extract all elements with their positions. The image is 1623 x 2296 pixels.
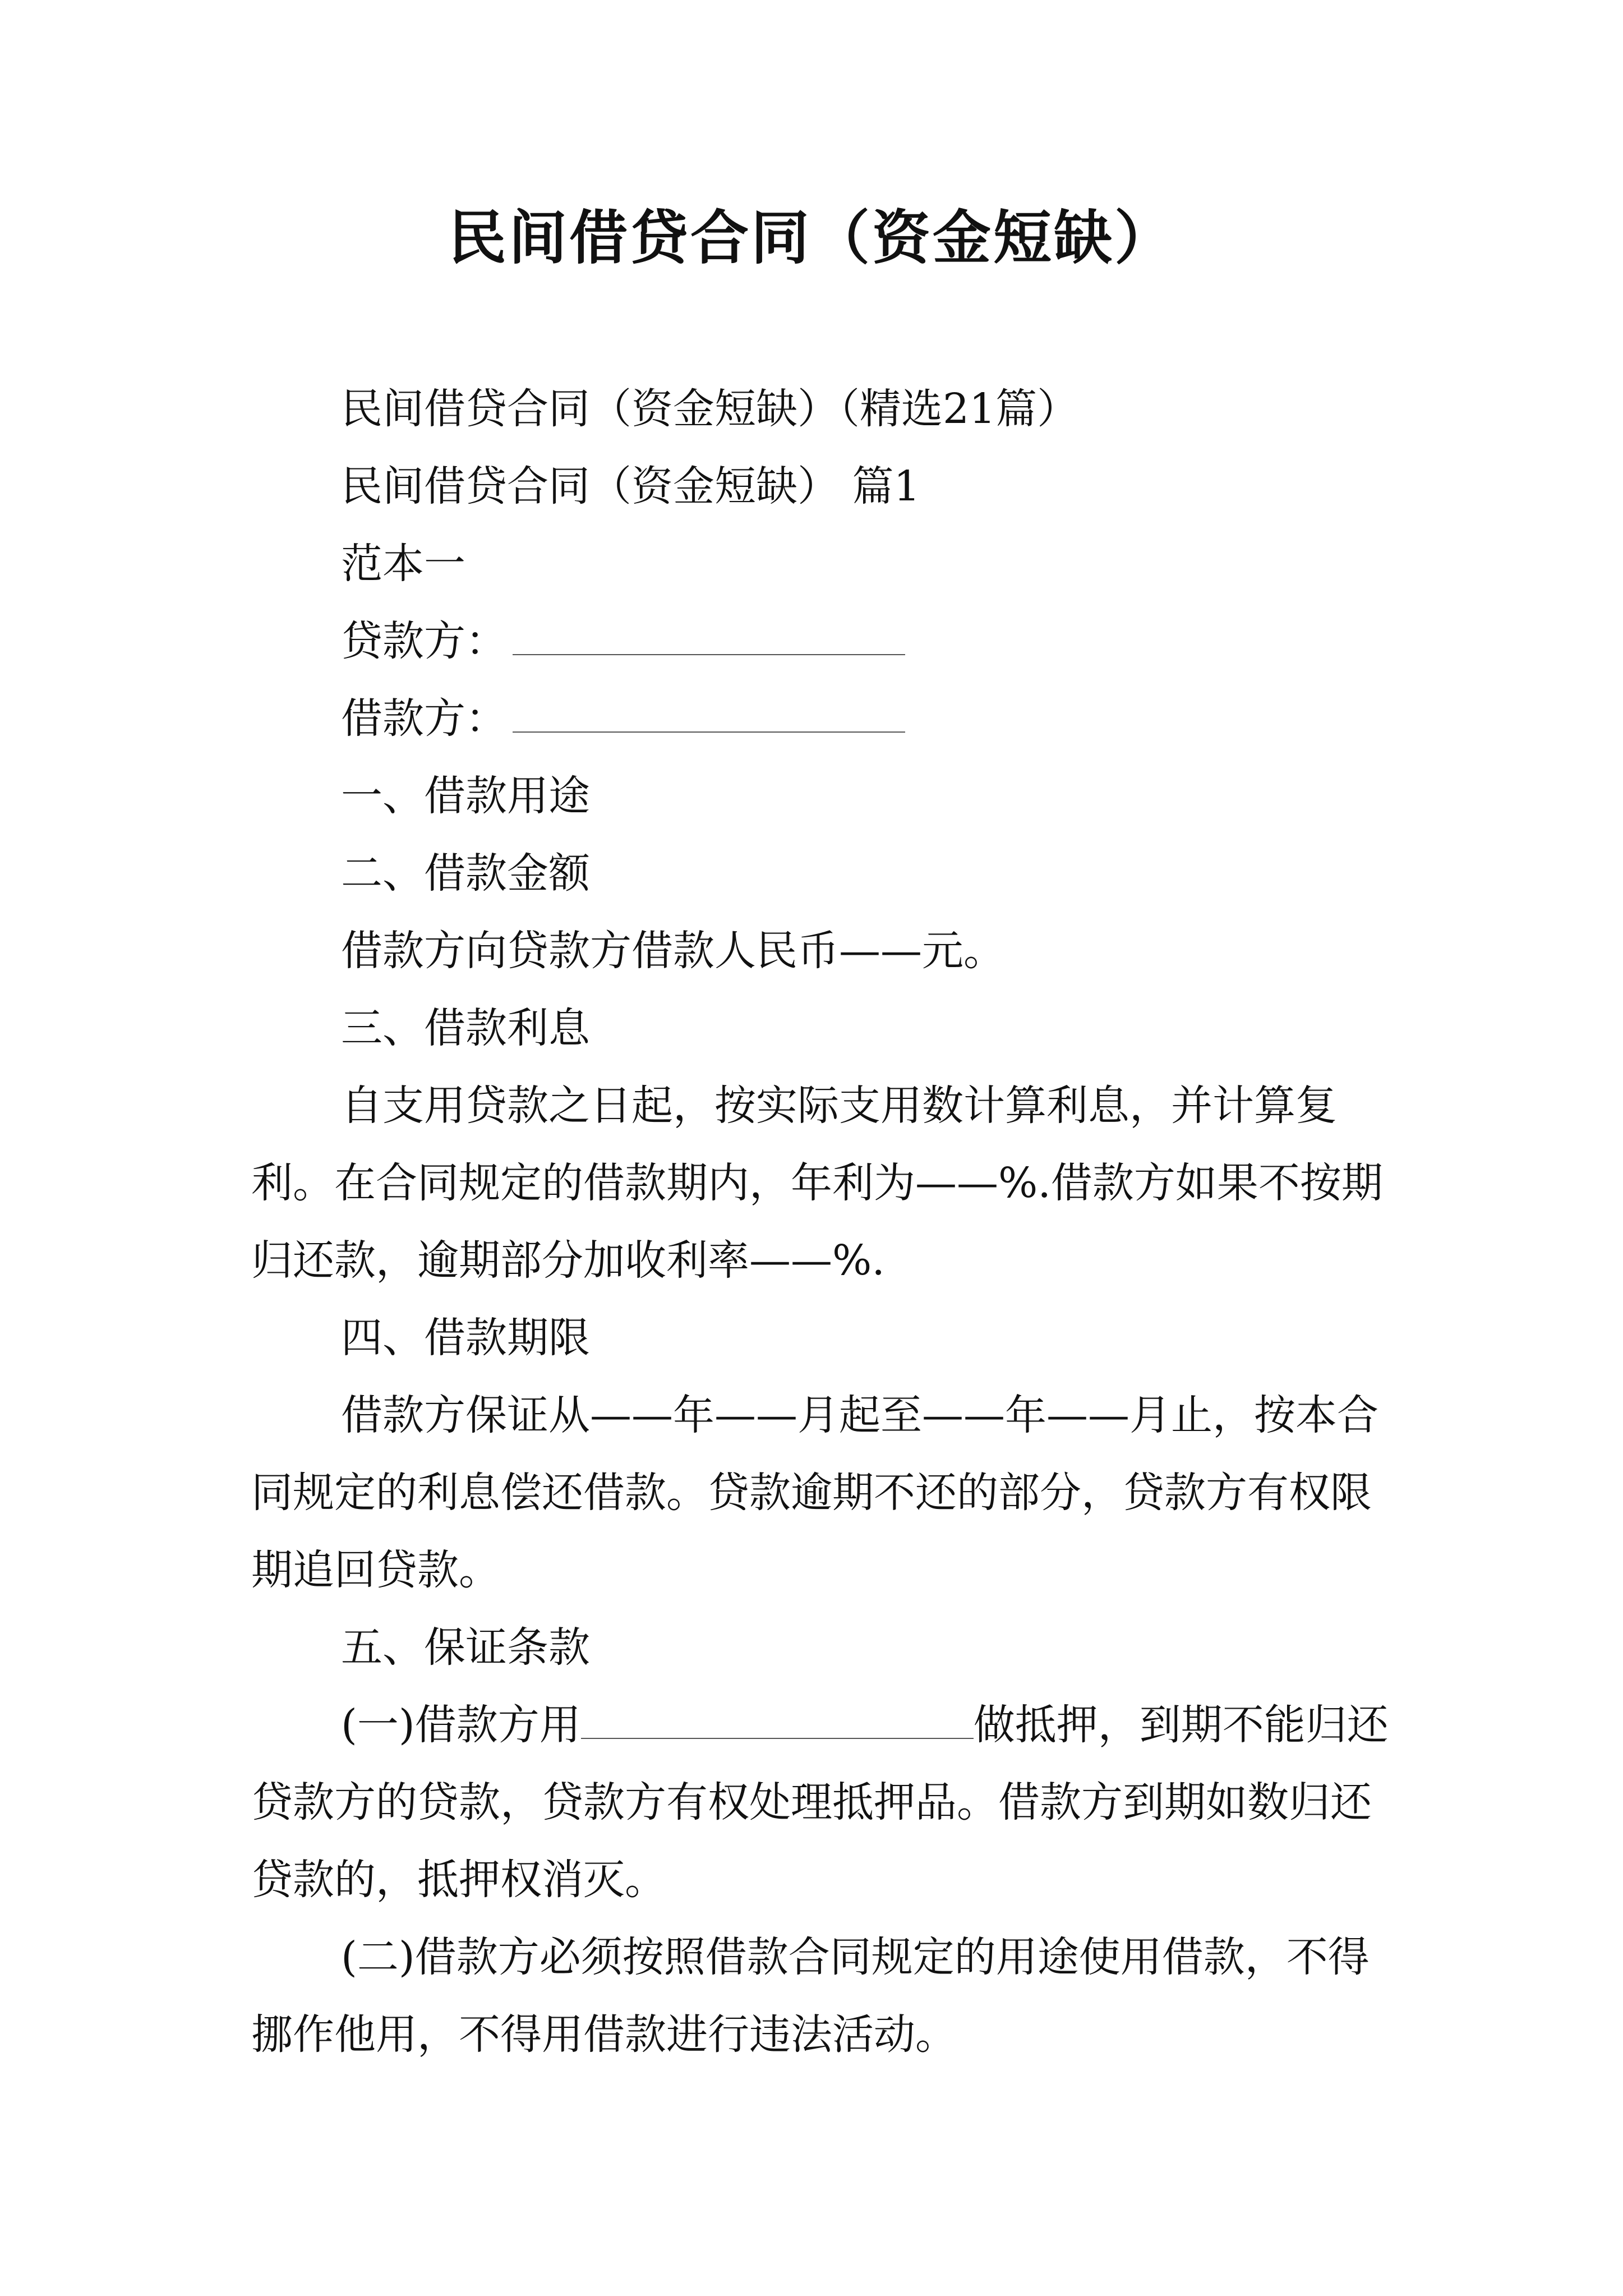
clause-4-body: 借款方保证从——年——月起至——年——月止，按本合同规定的利息偿还借款。贷款逾期不还的部分，贷款方有权限期追回贷款。 bbox=[251, 1391, 1378, 1594]
borrower-blank bbox=[513, 690, 905, 733]
borrower-line bbox=[251, 680, 1390, 757]
borrower-label: 借款方： bbox=[341, 694, 507, 743]
clause-5-item-1-start: (一)借款方用 bbox=[341, 1701, 581, 1749]
clause-3-heading: 三、借款利息 bbox=[341, 1004, 590, 1052]
paragraph-section-heading: 民间借贷合同（资金短缺） 篇1 bbox=[341, 462, 920, 510]
document-body bbox=[251, 370, 1390, 2073]
clause-5-item-2: (二)借款方必须按照借款合同规定的用途使用借款，不得挪作他用，不得用借款进行违法活动。 bbox=[251, 1933, 1370, 2059]
clause-5-item-1-end: 做抵押，到期不能归还贷款方的贷款，贷款方有权处理抵押品。借款方到期如数归还贷款的，抵押权消灭。 bbox=[251, 1701, 1389, 1904]
clause-5-item-1 bbox=[251, 1686, 1390, 1918]
paragraph-sample-label: 范本一 bbox=[341, 540, 465, 588]
clause-3-body: 自支用贷款之日起，按实际支用数计算利息，并计算复利。在合同规定的借款期内，年利为——%.借款方如果不按期归还款，逾期部分加收利率——%. bbox=[251, 1082, 1383, 1285]
paragraph-subtitle: 民间借贷合同（资金短缺）（精选21篇） bbox=[341, 385, 1079, 433]
clause-4-heading: 四、借款期限 bbox=[341, 1314, 590, 1362]
clause-2-body: 借款方向贷款方借款人民币——元。 bbox=[341, 927, 1005, 975]
collateral-blank bbox=[581, 1696, 974, 1739]
clause-1-heading: 一、借款用途 bbox=[341, 772, 590, 820]
document-title: 民间借贷合同（资金短缺） bbox=[448, 203, 1175, 272]
lender-blank bbox=[513, 613, 905, 655]
clause-5-heading: 五、保证条款 bbox=[341, 1623, 590, 1672]
clause-2-heading: 二、借款金额 bbox=[341, 849, 590, 898]
lender-line bbox=[251, 602, 1390, 680]
lender-label: 贷款方： bbox=[341, 617, 507, 665]
